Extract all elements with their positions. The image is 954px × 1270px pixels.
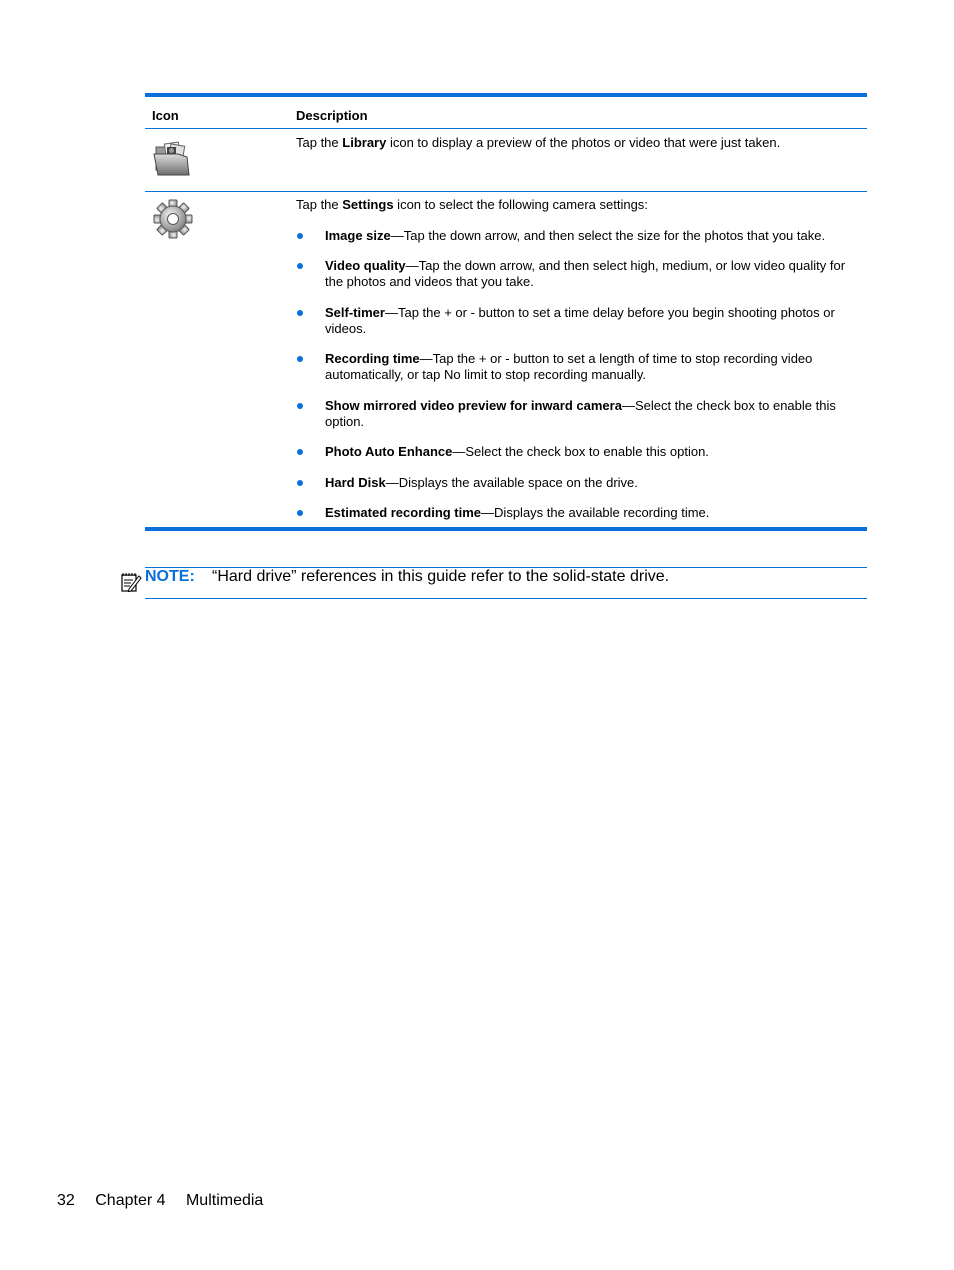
bullet-icon [297, 403, 303, 409]
bullet-icon [297, 233, 303, 239]
bullet-icon [297, 310, 303, 316]
note-label: NOTE: [145, 568, 195, 585]
library-folder-icon [153, 140, 191, 183]
list-item: Video quality—Tap the down arrow, and then select high, medium, or low video quality for the photos and videos that you take. [296, 258, 849, 290]
table-row-library [145, 129, 867, 192]
library-description: Tap the Library icon to display a preview of the photos or video that were just taken. [296, 135, 781, 150]
bullet-icon [297, 449, 303, 455]
list-item: Show mirrored video preview for inward camera—Select the check box to enable this option. [296, 398, 849, 430]
page-footer [57, 1192, 279, 1210]
list-item: Image size—Tap the down arrow, and then select the size for the photos that you take. [296, 228, 849, 244]
gear-icon [153, 199, 193, 244]
note-text: “Hard drive” references in this guide refer to the solid-state drive. [212, 568, 670, 585]
table-header [145, 97, 867, 129]
bullet-icon [297, 510, 303, 516]
settings-description: Tap the Settings icon to select the following camera settings: [296, 197, 648, 212]
section-label: Multimedia [185, 1192, 264, 1209]
list-item: Estimated recording time—Displays the available recording time. [296, 505, 849, 521]
bullet-icon [297, 356, 303, 362]
table-row-settings [145, 192, 867, 527]
header-description: Description [296, 108, 368, 123]
page-number: 32 [57, 1192, 75, 1209]
list-item: Self-timer—Tap the + or - button to set a time delay before you begin shooting photos or videos. [296, 305, 849, 337]
list-item: Hard Disk—Displays the available space on the drive. [296, 475, 849, 491]
note-pad-icon [119, 570, 143, 599]
list-item: Photo Auto Enhance—Select the check box to enable this option. [296, 444, 849, 460]
header-icon: Icon [152, 108, 179, 123]
chapter-label: Chapter 4 [95, 1192, 166, 1209]
bullet-icon [297, 263, 303, 269]
list-item: Recording time—Tap the + or - button to set a length of time to stop recording video automatically, or tap No limit to stop recording manually. [296, 351, 849, 383]
note-box [145, 567, 867, 599]
settings-list [296, 228, 849, 521]
camera-icons-table [145, 93, 867, 531]
bullet-icon [297, 480, 303, 486]
